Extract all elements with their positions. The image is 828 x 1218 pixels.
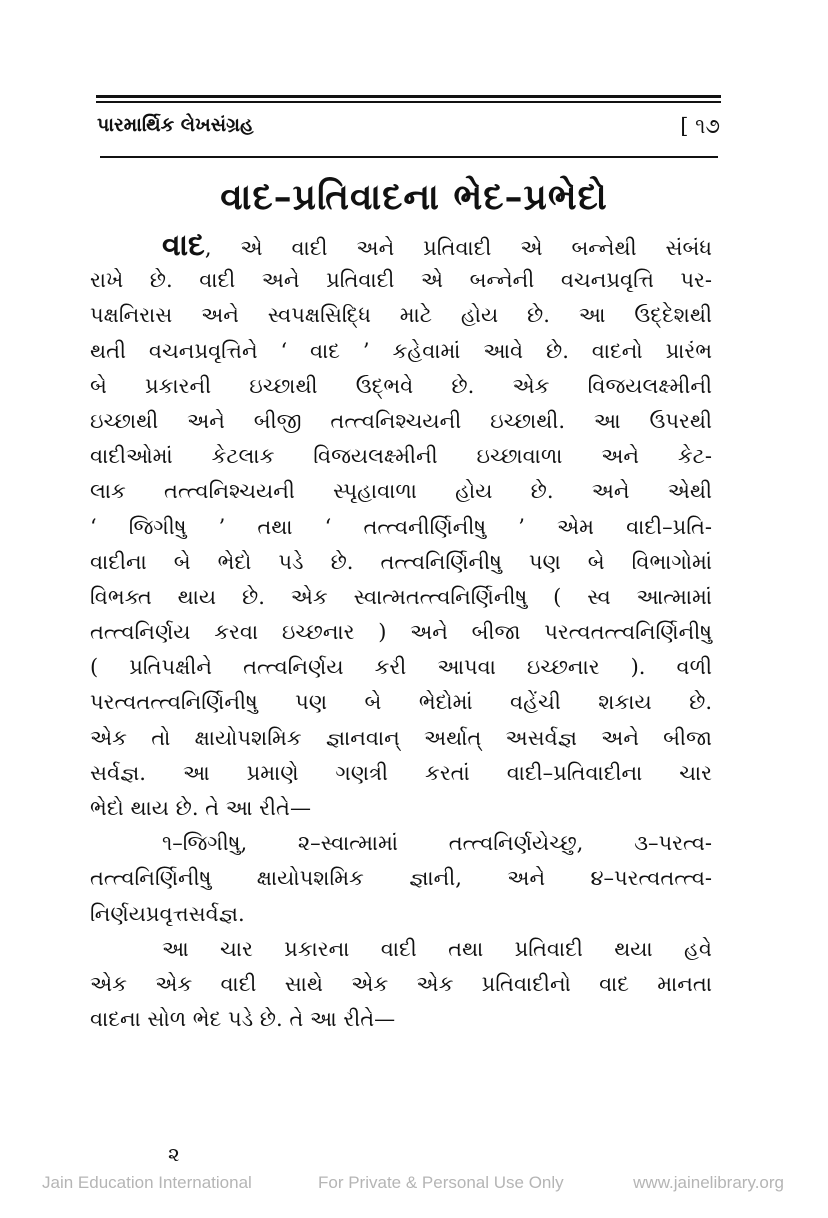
text-line: પક્ષનિરાસ અને સ્વપક્ષસિદ્ધિ માટે હોય છે. આ ઉદ્દેશથી [90,303,712,328]
text-line: બે પ્રકારની ઇચ્છાથી ઉદ્ભવે છે. એક વિજયલક્ષ્મીની [90,373,712,398]
text-line: આ ચાર પ્રકારના વાદી તથા પ્રતિવાદી થયા હવે [162,936,712,961]
text-line: વાદીના બે ભેદો પડે છે. તત્ત્વનિર્ણિનીષુ પણ બે વિભાગોમાં [90,549,712,574]
drop-word: વાદ [162,228,205,263]
text-line: લાક તત્ત્વનિશ્ચયની સ્પૃહાવાળા હોય છે. અને એથી [90,479,712,504]
text-line: ‘ જિગીષુ ’ તથા ‘ તત્ત્વનીર્ણિનીષુ ’ એમ વાદી–પ્રતિ- [90,514,712,539]
body-text [90,228,712,1037]
text-line: નિર્ણયપ્રવૃત્તસર્વજ્ઞ. [90,901,245,926]
footer-left: Jain Education International [42,1173,252,1192]
text-line: પરત્વતત્ત્વનિર્ણિનીષુ પણ બે ભેદોમાં વહેંચી શકાય છે. [90,690,712,715]
text-line: રાખે છે. વાદી અને પ્રતિવાદી એ બન્નેની વચનપ્રવૃત્તિ પર- [90,268,712,293]
header-rule [100,156,718,158]
text-line: ૧–જિગીષુ, ૨–સ્વાત્મામાં તત્ત્વનિર્ણયેચ્છુ, ૩–પરત્વ- [162,831,712,856]
text-line: એક એક વાદી સાથે એક એક પ્રતિવાદીનો વાદ માનતા [90,971,712,996]
text-line: વાદીઓમાં કેટલાક વિજયલક્ષ્મીની ઇચ્છાવાળા અને કેટ- [90,444,712,469]
running-title: પારમાર્થિક લેખસંગ્રહ [97,114,254,136]
text-line: ( પ્રતિપક્ષીને તત્ત્વનિર્ણય કરી આપવા ઇચ્છનાર ). વળી [90,655,712,680]
chapter-title: વાદ–પ્રતિવાદના ભેદ–પ્રભેદો [220,176,608,218]
footer-right-link[interactable]: www.jainelibrary.org [633,1173,784,1192]
text-line: તત્ત્વનિર્ણય કરવા ઇચ્છનાર ) અને બીજા પરત્વતત્ત્વનિર્ણિનીષુ [90,620,712,645]
signature-mark: ૨ [168,1142,180,1166]
page-number: [ ૧૭ [680,114,720,138]
top-rule-thick [96,95,721,98]
text-line: ઇચ્છાથી અને બીજી તત્ત્વનિશ્ચયની ઇચ્છાથી. આ ઉપરથી [90,408,712,433]
text-line: થતી વચનપ્રવૃત્તિને ‘ વાદ ’ કહેવામાં આવે છે. વાદનો પ્રારંભ [90,338,712,363]
text-line: ભેદો થાય છે. તે આ રીતે— [90,796,311,820]
text-line [90,228,712,263]
text-line: વાદના સોળ ભેદ પડે છે. તે આ રીતે— [90,1007,396,1032]
text-line: તત્ત્વનિર્ણિનીષુ ક્ષાયોપશમિક જ્ઞાની, અને ૪–પરત્વતત્ત્વ- [90,866,712,891]
text-span: , એ વાદી અને પ્રતિવાદી એ બન્નેથી સંબંધ [204,236,712,260]
footer-center: For Private & Personal Use Only [318,1173,564,1192]
text-line: સર્વજ્ઞ. આ પ્રમાણે ગણત્રી કરતાં વાદી–પ્રતિવાદીના ચાર [90,760,712,785]
text-line: એક તો ક્ષાયોપશમિક જ્ઞાનવાન્ અર્થાત્ અસર્વજ્ઞ અને બીજા [90,725,712,750]
top-rule-thin [96,101,721,103]
text-line: વિભક્ત થાય છે. એક સ્વાત્મતત્ત્વનિર્ણિનીષુ ( સ્વ આત્મામાં [90,584,712,609]
